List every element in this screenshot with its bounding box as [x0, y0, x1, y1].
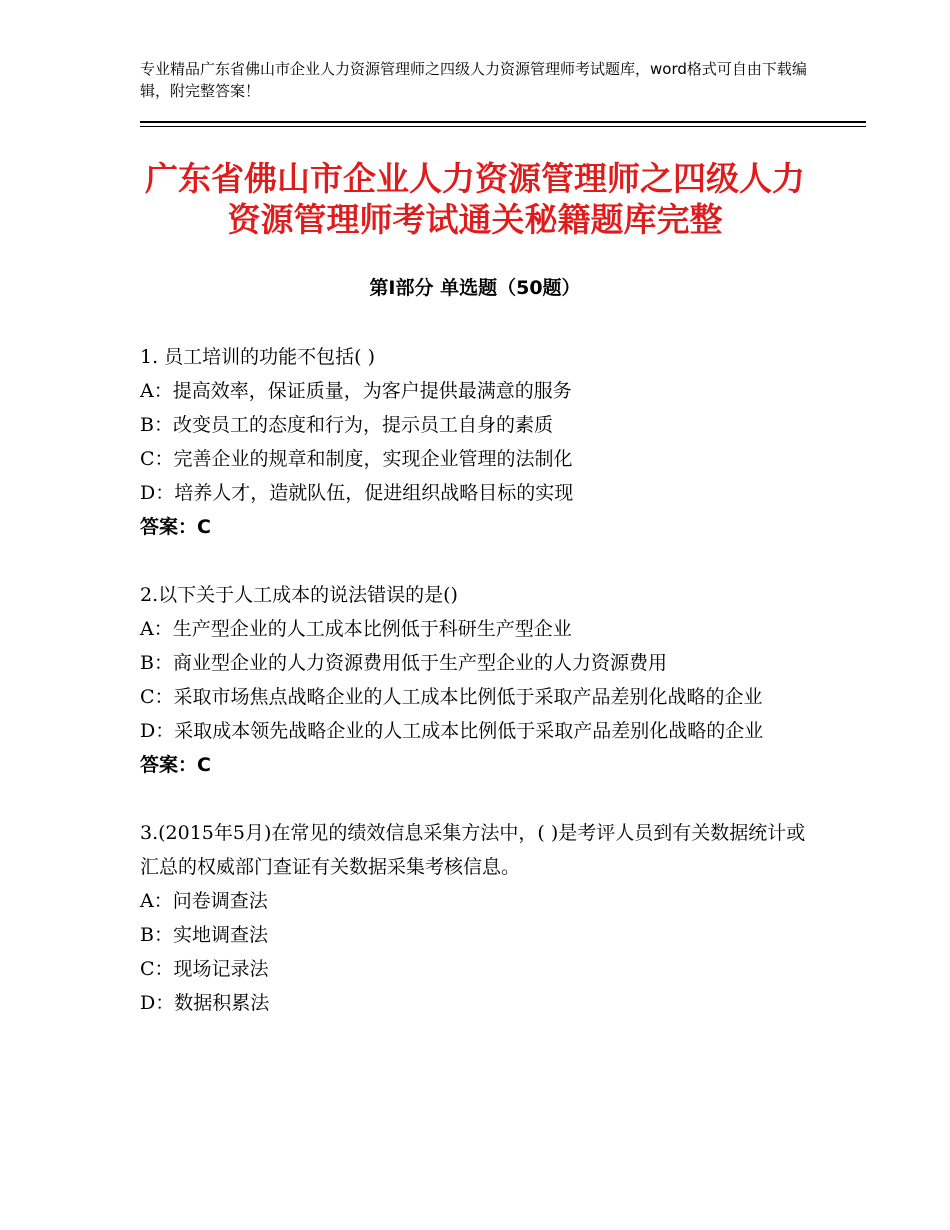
- header-note: 专业精品广东省佛山市企业人力资源管理师之四级人力资源管理师考试题库，word格式可自由下载编辑，附完整答案！: [140, 60, 807, 100]
- section-title: 第Ⅰ部分 单选题（50题）: [369, 277, 581, 299]
- header-divider-thick: [140, 121, 866, 123]
- document-title: 广东省佛山市企业人力资源管理师之四级人力资源管理师考试通关秘籍题库完整: [145, 159, 805, 239]
- question-3: [140, 816, 810, 1020]
- option-d: D：采取成本领先战略企业的人工成本比例低于采取产品差别化战略的企业: [140, 720, 764, 742]
- question-2: [140, 578, 810, 782]
- header-divider-thin: [140, 126, 866, 127]
- option-a: A：提高效率，保证质量，为客户提供最满意的服务: [140, 380, 572, 402]
- option-d: D：培养人才，造就队伍，促进组织战略目标的实现: [140, 482, 574, 504]
- option-d: D：数据积累法: [140, 992, 270, 1014]
- option-a: A：问卷调查法: [140, 890, 268, 912]
- question-stem: 2.以下关于人工成本的说法错误的是(): [140, 584, 458, 606]
- option-a: A：生产型企业的人工成本比例低于科研生产型企业: [140, 618, 572, 640]
- question-list: [140, 340, 810, 1020]
- question-1: [140, 340, 810, 544]
- question-stem: 3.(2015年5月)在常见的绩效信息采集方法中，( )是考评人员到有关数据统计或汇总的权威部门查证有关数据采集考核信息。: [140, 822, 806, 878]
- option-c: C：采取市场焦点战略企业的人工成本比例低于采取产品差别化战略的企业: [140, 686, 763, 708]
- option-c: C：完善企业的规章和制度，实现企业管理的法制化: [140, 448, 573, 470]
- option-b: B：实地调查法: [140, 924, 268, 946]
- question-stem: 1. 员工培训的功能不包括( ): [140, 346, 376, 368]
- option-c: C：现场记录法: [140, 958, 269, 980]
- answer-line: 答案：C: [140, 754, 211, 776]
- option-b: B：商业型企业的人力资源费用低于生产型企业的人力资源费用: [140, 652, 667, 674]
- answer-line: 答案：C: [140, 516, 211, 538]
- option-b: B：改变员工的态度和行为，提示员工自身的素质: [140, 414, 553, 436]
